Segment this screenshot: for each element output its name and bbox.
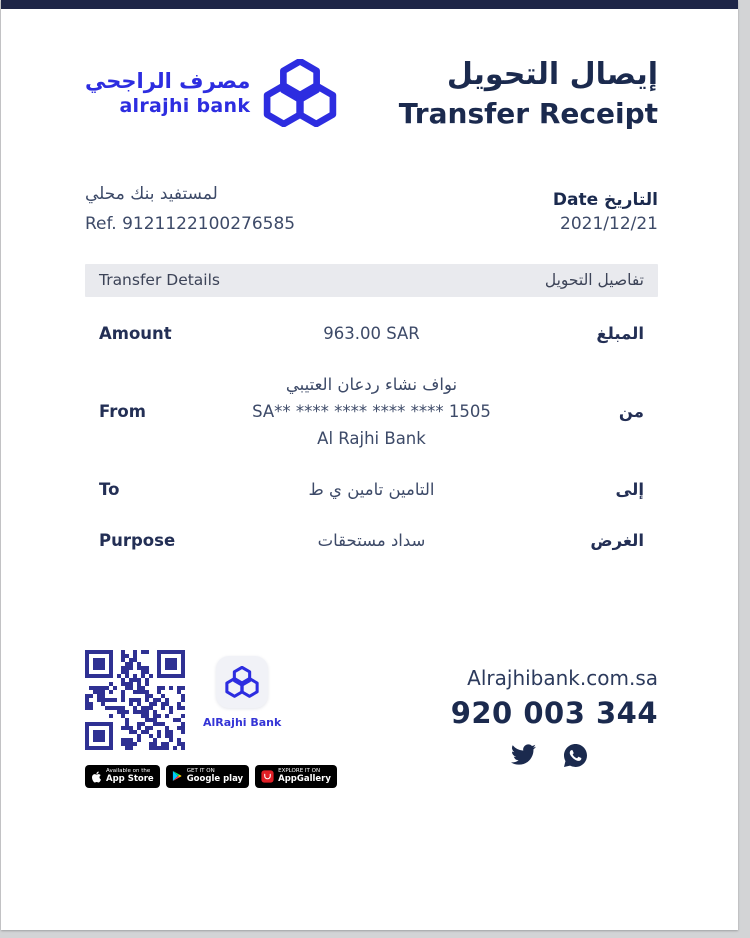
recipient-name: التامين تامين ي ط [308,479,435,499]
amount-label-en: Amount [99,323,172,343]
table-row-from [85,359,658,464]
website-url: Alrajhibank.com.sa [467,665,658,690]
table-row-to [85,464,658,515]
google-play-badge[interactable]: GET IT ON Google play [166,765,249,788]
whatsapp-icon[interactable] [564,744,587,767]
table-row-purpose [85,515,658,566]
app-icon [216,656,268,708]
qr-code [85,650,185,750]
twitter-icon[interactable] [511,744,536,765]
section-title-arabic: تفاصيل التحويل [544,271,644,290]
purpose-label-en: Purpose [99,530,176,550]
app-caption: AlRajhi Bank [203,715,282,729]
to-label-en: To [99,479,120,499]
sender-name: نواف نشاء ردعان العتيبي [285,374,458,394]
bank-name-english: alrajhi bank [119,94,251,117]
app-store-badge[interactable]: Available on the App Store [85,765,160,788]
beneficiary-note: لمستفيد بنك محلي [85,183,218,204]
appgallery-icon [261,770,274,783]
page-title-arabic: إيصال التحويل [446,57,658,92]
amount-label-ar: المبلغ [596,323,644,343]
date-value: 2021/12/21 [560,213,658,234]
receipt-footer [1,650,738,788]
sender-account-masked: SA** **** **** **** **** 1505 [252,401,491,421]
appgallery-badge[interactable]: EXPLORE IT ON AppGallery [255,765,337,788]
apple-icon [91,770,102,783]
section-title-english: Transfer Details [99,271,220,290]
from-label-ar: من [618,401,644,421]
from-label-en: From [99,401,146,421]
date-label: التاريخ Date [552,189,658,210]
bank-logo-icon [263,59,337,127]
purpose-label-ar: الغرض [590,530,644,550]
bank-name-arabic: مصرف الراجحي [85,69,251,94]
top-accent-bar [1,0,738,9]
receipt-page [1,0,738,930]
bank-logo [85,59,337,127]
page-title-english: Transfer Receipt [398,96,658,130]
google-play-icon [172,770,183,782]
phone-number: 920 003 344 [450,695,658,730]
purpose-value: سداد مستحقات [317,530,426,550]
sender-bank: Al Rajhi Bank [317,428,426,448]
receipt-header [85,53,658,132]
reference-number: Ref. 9121122100276585 [85,213,296,234]
amount-value: 963.00 SAR [323,323,420,343]
receipt-meta [85,184,658,234]
table-row-amount [85,297,658,359]
transfer-details-header [85,264,658,297]
to-label-ar: إلى [615,479,644,499]
